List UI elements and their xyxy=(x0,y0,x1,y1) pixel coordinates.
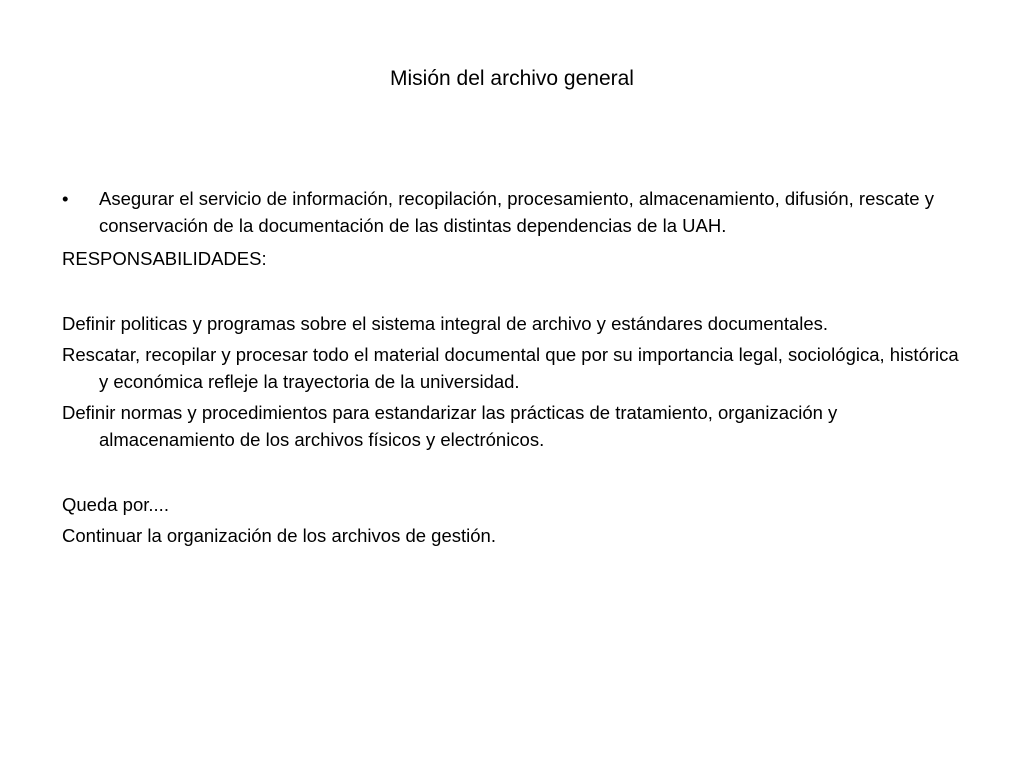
pending-heading: Queda por.... xyxy=(62,494,169,515)
bullet-icon: • xyxy=(62,188,69,209)
pending-item: Continuar la organización de los archivos de gestión. xyxy=(62,525,496,546)
responsibility-item: Definir normas y procedimientos para estandarizar las prácticas de tratamiento, organización y almacenamiento de los archivos físicos y electrónicos. xyxy=(62,402,838,450)
mission-bullet xyxy=(62,185,962,239)
mission-text: Asegurar el servicio de información, recopilación, procesamiento, almacenamiento, difusión, rescate y conservación de la documentación de las distintas dependencias de la UAH. xyxy=(99,188,934,236)
responsibility-item: Rescatar, recopilar y procesar todo el material documental que por su importancia legal, sociológica, histórica y económica refleje la trayectoria de la universidad. xyxy=(62,344,959,392)
slide-body xyxy=(62,185,962,549)
responsibilities-heading: RESPONSABILIDADES: xyxy=(62,248,267,269)
slide-title: Misión del archivo general xyxy=(390,67,634,90)
responsibility-item: Definir politicas y programas sobre el sistema integral de archivo y estándares documentales. xyxy=(62,313,829,334)
